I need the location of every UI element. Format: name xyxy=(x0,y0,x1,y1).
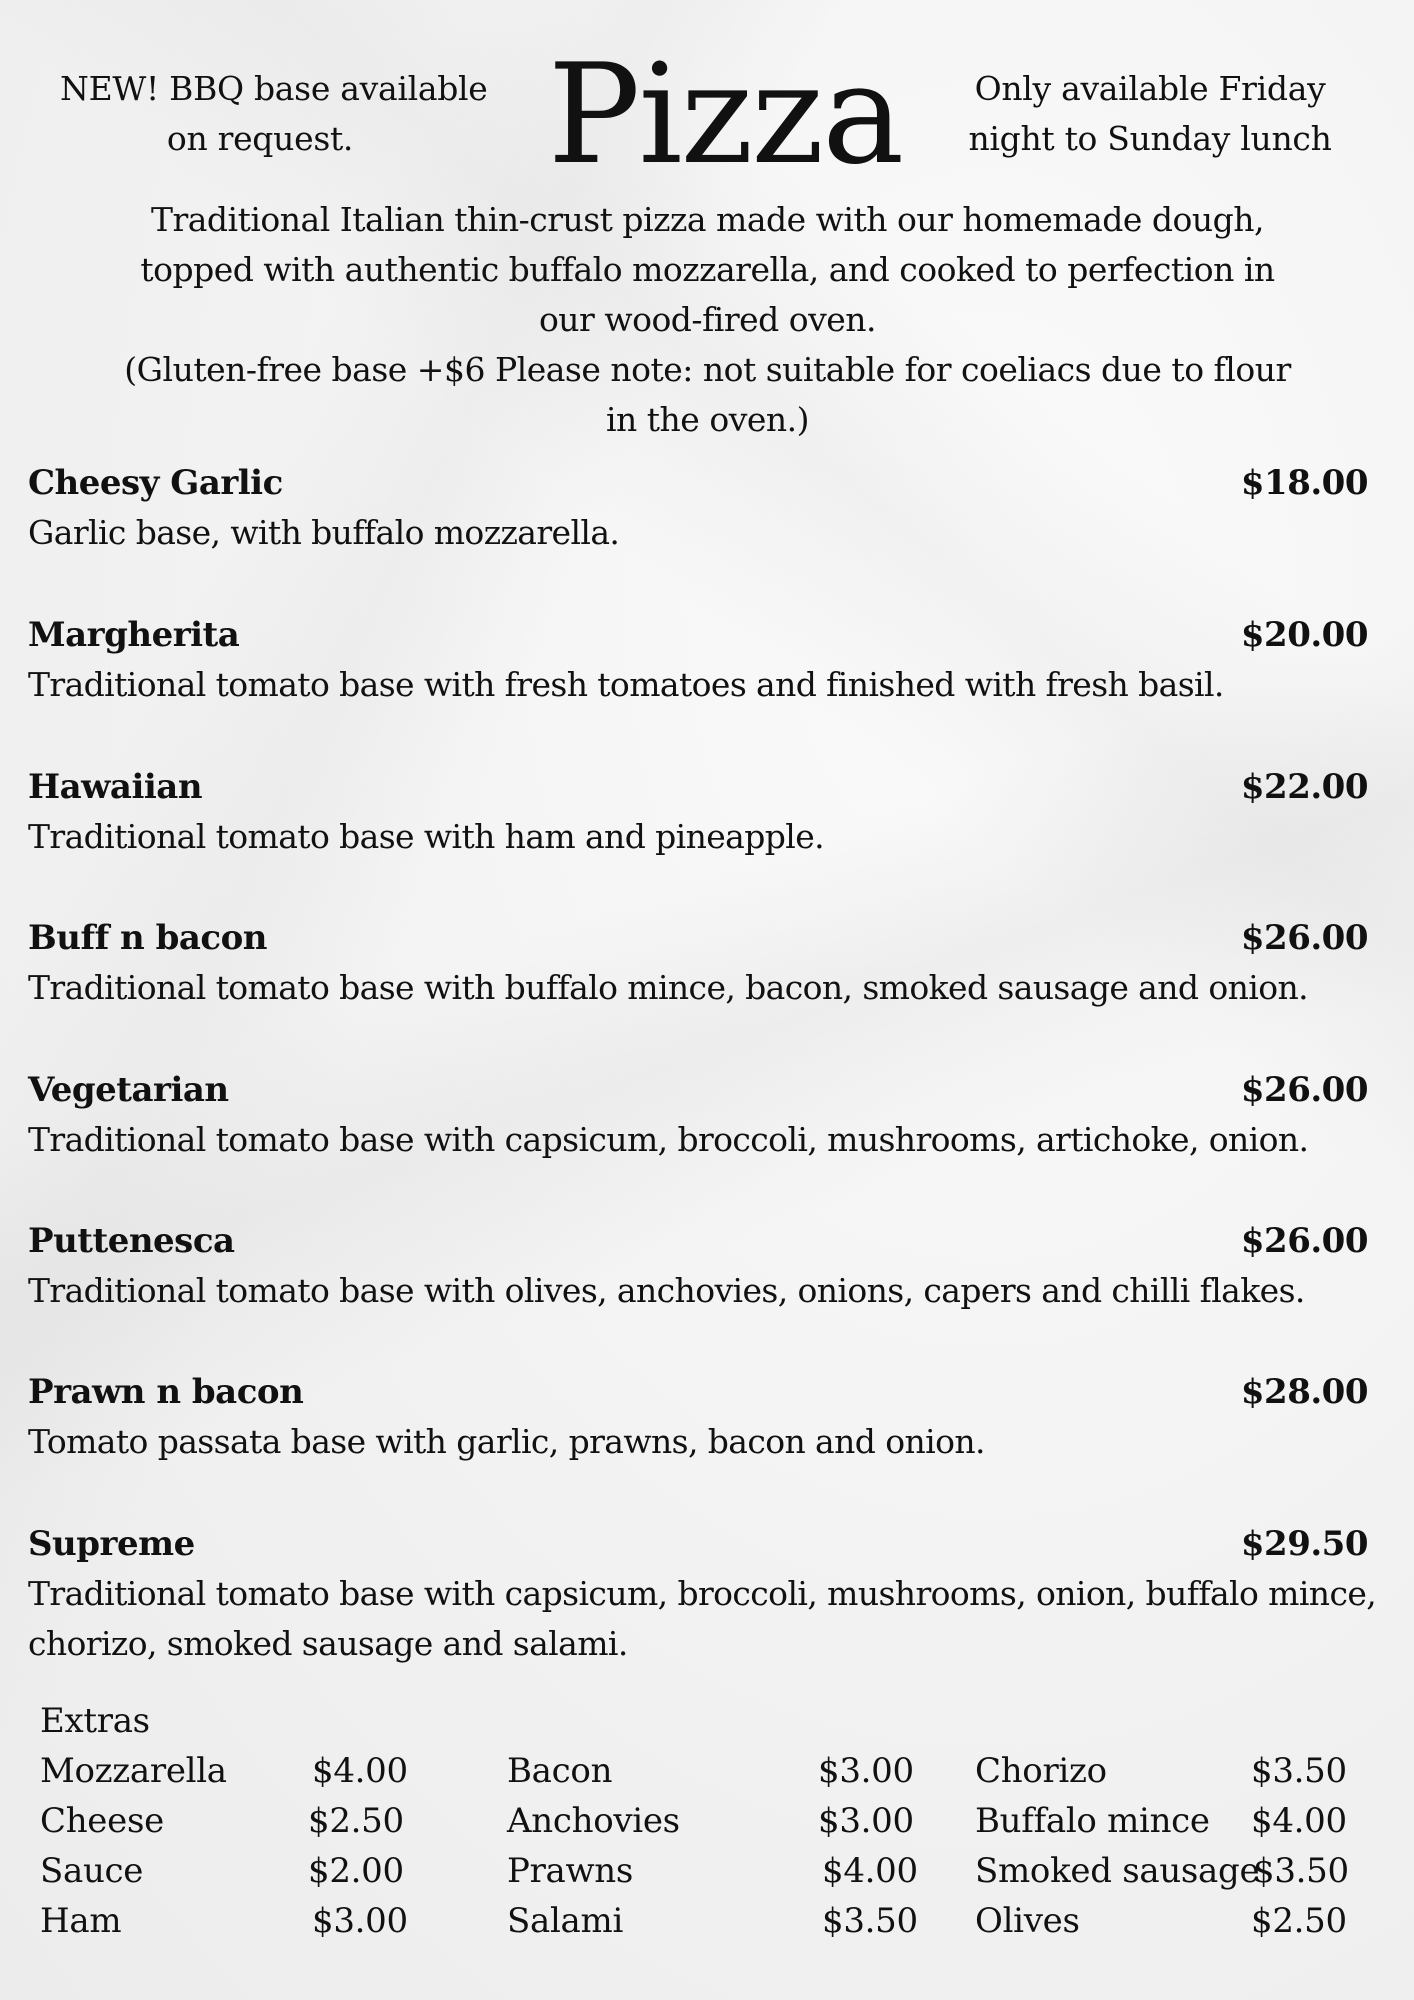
menu-item-name: Hawaiian xyxy=(28,767,203,807)
extra-price: $3.00 xyxy=(818,1751,914,1791)
menu-item-description xyxy=(28,812,1368,862)
menu-item-description-line: Traditional tomato base with olives, anchovies, onions, capers and chilli flakes. xyxy=(28,1271,1305,1310)
extra-price: $3.50 xyxy=(1251,1751,1347,1791)
menu-item-cheesy-garlic xyxy=(28,458,1368,558)
menu-item-name: Supreme xyxy=(28,1524,195,1564)
availability-note xyxy=(950,64,1350,164)
extra-price: $3.00 xyxy=(818,1801,914,1841)
menu-item-price: $20.00 xyxy=(1240,615,1368,655)
extra-price: $4.00 xyxy=(822,1851,918,1891)
intro-line: our wood-fired oven. xyxy=(538,300,877,339)
menu-item-description xyxy=(28,1417,1368,1467)
menu-item-name: Vegetarian xyxy=(28,1070,229,1110)
bbq-note xyxy=(60,64,488,164)
intro-description xyxy=(110,195,1305,445)
availability-note-line: night to Sunday lunch xyxy=(968,119,1332,158)
intro-line: topped with authentic buffalo mozzarella, and cooked to perfection in xyxy=(140,250,1275,289)
menu-item-price: $26.00 xyxy=(1240,1221,1368,1261)
menu-item-description-line: Traditional tomato base with capsicum, broccoli, mushrooms, artichoke, onion. xyxy=(28,1120,1309,1159)
extra-price: $4.00 xyxy=(1251,1801,1347,1841)
menu-item-price: $26.00 xyxy=(1240,1070,1368,1110)
menu-item-description-line: chorizo, smoked sausage and salami. xyxy=(28,1624,628,1663)
extra-price: $2.50 xyxy=(308,1801,404,1841)
menu-item-description xyxy=(28,508,1368,558)
extra-name: Salami xyxy=(507,1901,624,1941)
extras-heading: Extras xyxy=(40,1701,150,1741)
extra-name: Cheese xyxy=(40,1801,164,1841)
menu-item-description-line: Traditional tomato base with capsicum, broccoli, mushrooms, onion, buffalo mince, xyxy=(28,1574,1377,1613)
intro-line: Traditional Italian thin-crust pizza made with our homemade dough, xyxy=(150,200,1265,239)
menu-item-prawn-n-bacon xyxy=(28,1367,1368,1467)
menu-item-description xyxy=(28,1266,1368,1316)
menu-item-supreme xyxy=(28,1519,1377,1669)
menu-item-description xyxy=(28,1115,1368,1165)
extra-name: Bacon xyxy=(507,1751,613,1791)
extra-name: Sauce xyxy=(40,1851,144,1891)
menu-item-price: $22.00 xyxy=(1240,767,1368,807)
extra-name: Mozzarella xyxy=(40,1751,227,1791)
extra-name: Prawns xyxy=(507,1851,634,1891)
menu-item-puttenesca xyxy=(28,1216,1368,1316)
extra-name: Chorizo xyxy=(975,1751,1107,1791)
intro-line: (Gluten-free base +$6 Please note: not suitable for coeliacs due to flour xyxy=(124,350,1291,389)
availability-note-line: Only available Friday xyxy=(974,69,1326,108)
bbq-note-line: NEW! BBQ base available xyxy=(60,69,488,108)
menu-item-name: Prawn n bacon xyxy=(28,1372,304,1412)
menu-item-hawaiian xyxy=(28,762,1368,862)
extra-price: $3.00 xyxy=(312,1901,408,1941)
extra-price: $3.50 xyxy=(822,1901,918,1941)
menu-item-description-line: Traditional tomato base with ham and pineapple. xyxy=(28,817,825,856)
bbq-note-line: on request. xyxy=(166,119,354,158)
menu-item-price: $29.50 xyxy=(1240,1524,1368,1564)
menu-item-price: $26.00 xyxy=(1240,918,1368,958)
menu-item-name: Puttenesca xyxy=(28,1221,235,1261)
menu-item-vegetarian xyxy=(28,1065,1368,1165)
menu-item-price: $28.00 xyxy=(1240,1372,1368,1412)
extra-price: $4.00 xyxy=(312,1751,408,1791)
menu-item-description-line: Traditional tomato base with fresh tomatoes and finished with fresh basil. xyxy=(28,665,1224,704)
menu-item-description xyxy=(28,963,1368,1013)
menu-item-name: Buff n bacon xyxy=(28,918,268,958)
menu-item-description-line: Garlic base, with buffalo mozzarella. xyxy=(28,513,620,552)
menu-item-description-line: Traditional tomato base with buffalo mince, bacon, smoked sausage and onion. xyxy=(28,968,1309,1007)
extra-name: Anchovies xyxy=(507,1801,680,1841)
extra-name: Buffalo mince xyxy=(975,1801,1210,1841)
extra-name: Olives xyxy=(975,1901,1080,1941)
menu-item-price: $18.00 xyxy=(1240,463,1368,503)
menu-item-name: Margherita xyxy=(28,615,240,655)
menu-item-description-line: Tomato passata base with garlic, prawns, bacon and onion. xyxy=(28,1422,985,1461)
menu-item-margherita xyxy=(28,610,1368,710)
extra-price: $2.00 xyxy=(308,1851,404,1891)
extra-price: $2.50 xyxy=(1251,1901,1347,1941)
extra-name: Smoked sausage xyxy=(975,1851,1260,1891)
menu-item-description xyxy=(28,660,1368,710)
menu-item-description xyxy=(28,1569,1377,1669)
menu-item-buff-n-bacon xyxy=(28,913,1368,1013)
extra-name: Ham xyxy=(40,1901,122,1941)
intro-line: in the oven.) xyxy=(606,400,809,439)
extra-price: $3.50 xyxy=(1253,1851,1349,1891)
menu-item-name: Cheesy Garlic xyxy=(28,463,283,503)
page-title: Pizza xyxy=(547,34,903,195)
